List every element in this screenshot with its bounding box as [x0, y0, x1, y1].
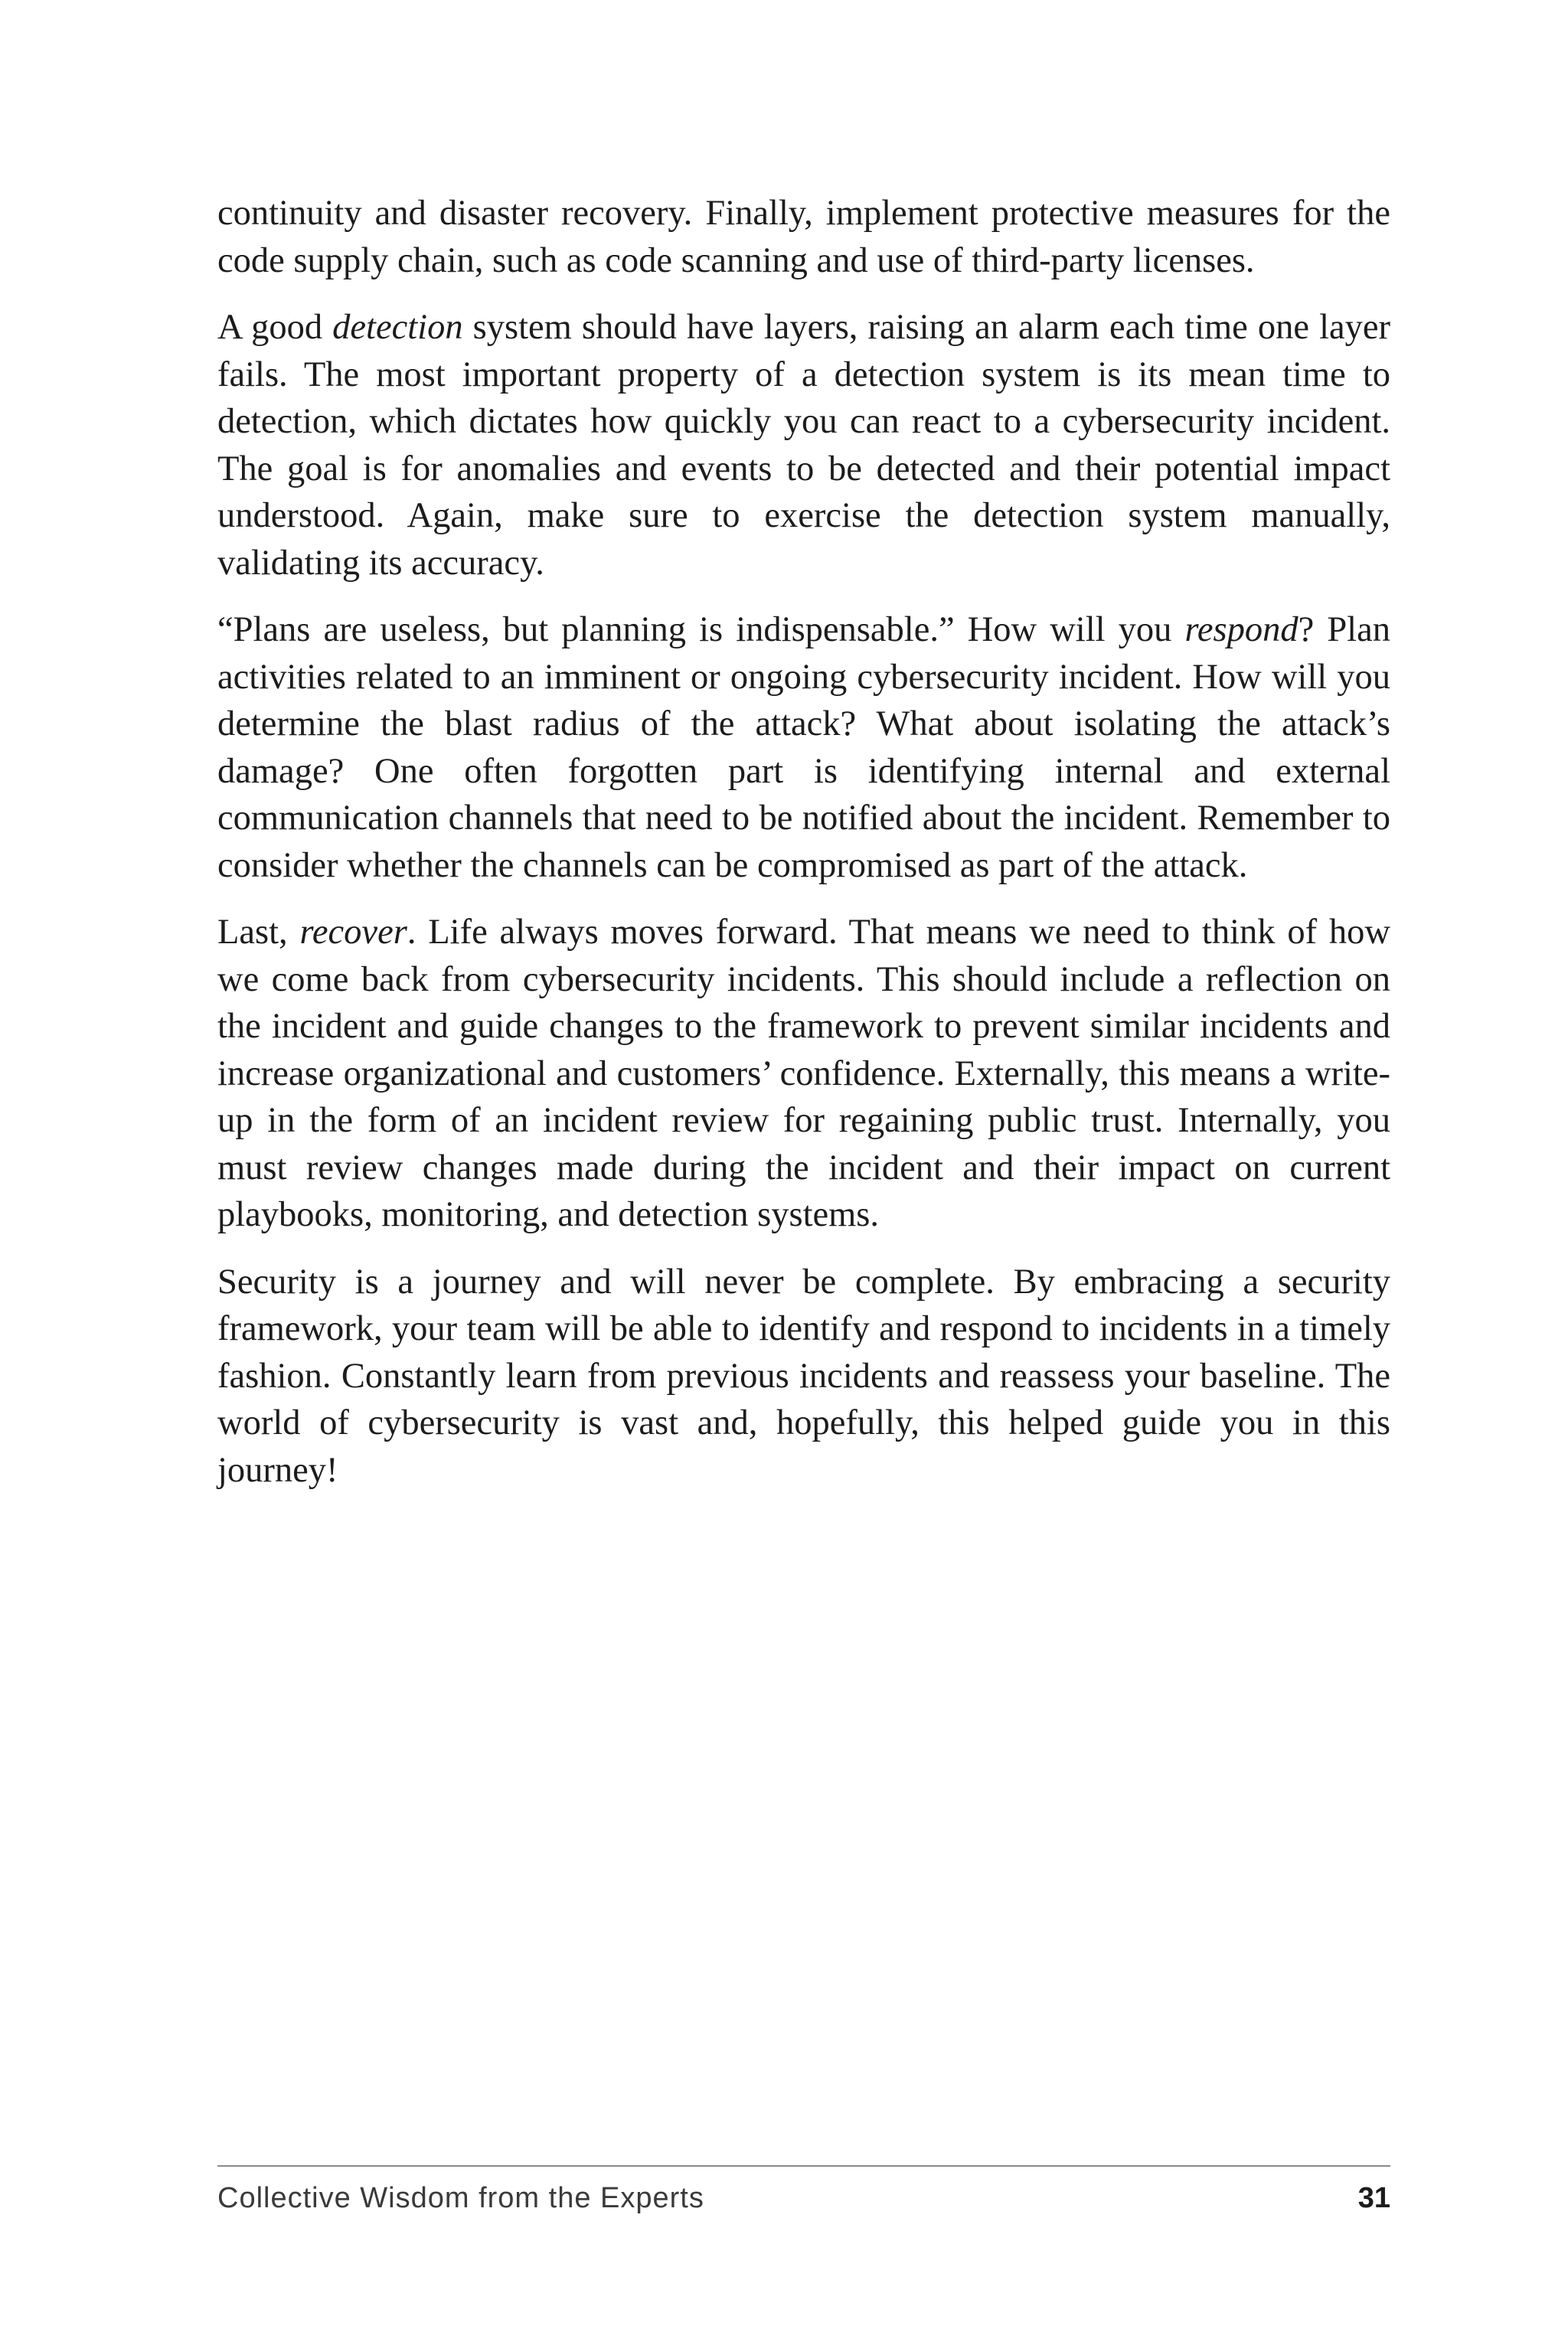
paragraph-text: ? Plan activities related to an imminent or ongoing cybersecurity incident. How will you determine the blast radius of the attack? What about isolating the attack’s damage? One often forgotten part is identifying internal and external communication channels that need to be notified about the incident. Remember to consider whether the channels can be compromised as part of the attack. [217, 610, 1390, 885]
paragraph-respond [217, 606, 1390, 889]
paragraph-text: . Life always moves forward. That means we need to think of how we come back from cybersecurity incidents. This should include a reflection on the incident and guide changes to the framework to prevent similar incidents and increase organizational and customers’ confidence. Externally, this means a write-up in the form of an incident review for regaining public trust. Internally, you must review changes made during the incident and their impact on current playbooks, monitoring, and detection systems. [217, 913, 1391, 1234]
paragraph-journey [217, 1259, 1390, 1494]
emphasis-recover: recover [299, 913, 407, 952]
footer-book-title: Collective Wisdom from the Experts [217, 2182, 704, 2214]
paragraph-text: Security is a journey and will never be complete. By embracing a security framework, your team will be able to identify and respond to incidents in a timely fashion. Constantly learn from previous incidents and reassess your baseline. The world of cybersecurity is vast and, hopefully, this helped guide you in this journey! [217, 1262, 1390, 1490]
page-number: 31 [1357, 2182, 1390, 2214]
page-footer [217, 2165, 1390, 2228]
paragraph-text: “Plans are useless, but planning is indispensable.” How will you [217, 610, 1185, 649]
paragraph-text: A good [217, 308, 333, 347]
emphasis-respond: respond [1184, 610, 1298, 649]
paragraph-text: Last, [217, 913, 300, 952]
paragraph-text: continuity and disaster recovery. Finally, implement protective measures for the code supply chain, such as code scanning and use of third-party licenses. [217, 194, 1390, 280]
paragraph-detection [217, 304, 1390, 586]
paragraph-continuity [217, 190, 1390, 284]
paragraph-text: system should have layers, raising an alarm each time one layer fails. The most important property of a detection system is its mean time to detection, which dictates how quickly you can react to a cybersecurity incident. The goal is for anomalies and events to be detected and their potential impact understood. Again, make sure to exercise the detection system manually, validating its accuracy. [217, 308, 1390, 583]
body-text [217, 190, 1390, 1514]
emphasis-detection: detection [332, 308, 463, 347]
paragraph-recover [217, 909, 1390, 1239]
